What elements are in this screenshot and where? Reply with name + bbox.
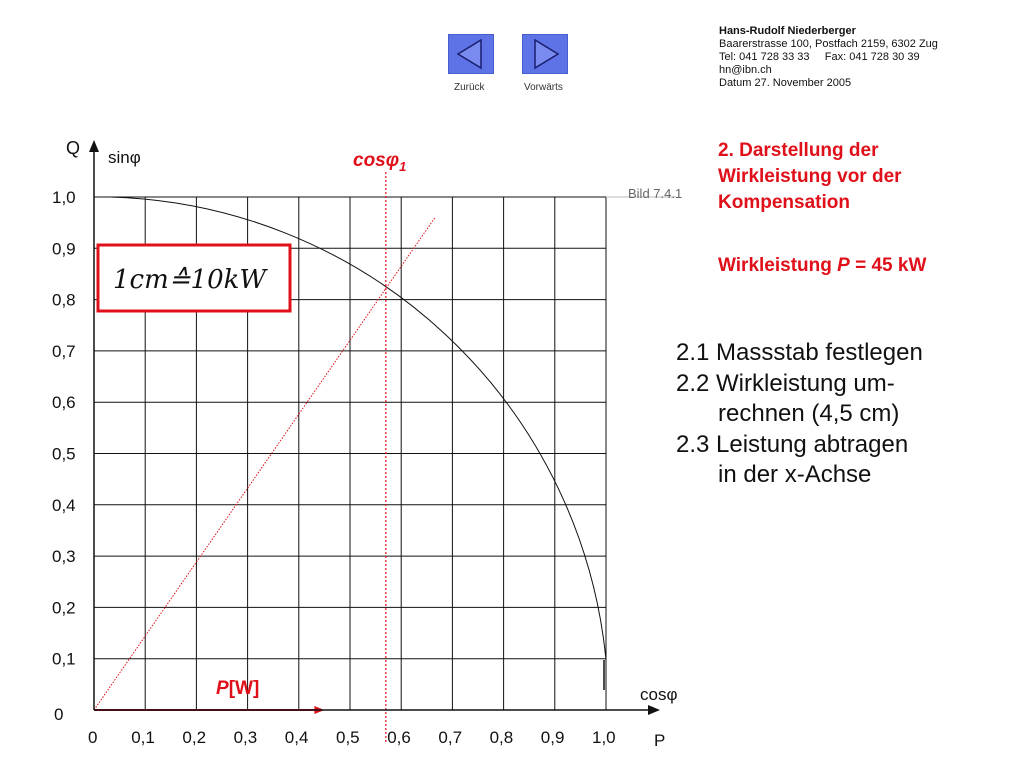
step-1: 2.1 Massstab festlegen xyxy=(676,339,923,366)
active-power-unit: [W] xyxy=(228,678,260,699)
x-tick-label: 0 xyxy=(88,728,98,747)
x-tick-label: 0,4 xyxy=(284,728,309,747)
step-3-cont: in der x-Achse xyxy=(718,461,872,488)
x-tick-label: 1,0 xyxy=(592,728,616,747)
x-axis-sublabel: P xyxy=(654,731,666,750)
author-date: Datum 27. November 2005 xyxy=(719,77,852,89)
step-2-cont: rechnen (4,5 cm) xyxy=(718,400,900,427)
y-axis-label: Q xyxy=(66,138,81,158)
y-tick-label: 1,0 xyxy=(52,188,76,207)
x-tick-label: 0,7 xyxy=(438,728,463,747)
x-tick-label: 0,5 xyxy=(336,728,360,747)
power-symbol: P xyxy=(837,255,850,276)
y-axis-sublabel: sinφ xyxy=(108,148,141,167)
cos-phi1-label-main: cosφ xyxy=(353,150,400,171)
x-axis-label: cosφ xyxy=(640,685,678,704)
y-axis-arrowhead xyxy=(89,140,99,152)
step-2: 2.2 Wirkleistung um- xyxy=(676,369,895,397)
back-label: Zurück xyxy=(454,82,485,93)
x-tick-label: 0,3 xyxy=(233,728,258,747)
author-phone: Tel: 041 728 33 33 Fax: 041 728 30 39 xyxy=(719,51,920,63)
forward-label: Vorwärts xyxy=(524,82,563,93)
heading-line-3: Kompensation xyxy=(718,192,850,213)
y-tick-label: 0 xyxy=(54,705,64,724)
y-tick-label: 0,4 xyxy=(52,495,76,515)
y-tick-label: 0,7 xyxy=(52,341,76,361)
scale-text: 1cm≙10kW xyxy=(113,265,267,295)
y-tick-label: 0,9 xyxy=(52,239,76,259)
power-label: Wirkleistung xyxy=(718,255,838,276)
x-tick-label: 0,2 xyxy=(182,728,207,747)
active-power-symbol: P xyxy=(216,678,229,699)
author-address: Baarerstrasse 100, Postfach 2159, 6302 Zug xyxy=(719,38,938,50)
y-tick-label: 0,5 xyxy=(52,444,76,464)
author-name: Hans-Rudolf Niederberger xyxy=(719,25,856,37)
power-value: = 45 kW xyxy=(849,255,927,276)
x-tick-label: 0,1 xyxy=(131,728,155,747)
heading-line-2: Wirkleistung vor der xyxy=(718,166,902,187)
y-tick-label: 0,3 xyxy=(52,547,76,567)
x-axis-arrowhead xyxy=(648,705,660,715)
cos-phi1-label-sub: 1 xyxy=(399,159,407,174)
x-tick-label: 0,9 xyxy=(540,728,565,747)
figure-label: Bild 7.4.1 xyxy=(628,186,683,201)
cos-phi1-label xyxy=(353,150,406,174)
y-tick-label: 0,2 xyxy=(52,598,76,618)
step-3: 2.3 Leistung abtragen xyxy=(676,430,909,458)
x-tick-label: 0,8 xyxy=(489,728,514,747)
active-power-label xyxy=(216,678,259,699)
author-email: hn@ibn.ch xyxy=(719,64,772,76)
x-tick-label: 0,6 xyxy=(387,728,411,747)
heading-line-1: 2. Darstellung der xyxy=(718,140,879,161)
y-tick-label: 0,1 xyxy=(52,649,76,669)
y-tick-label: 0,8 xyxy=(52,290,76,310)
y-tick-label: 0,6 xyxy=(52,393,76,413)
